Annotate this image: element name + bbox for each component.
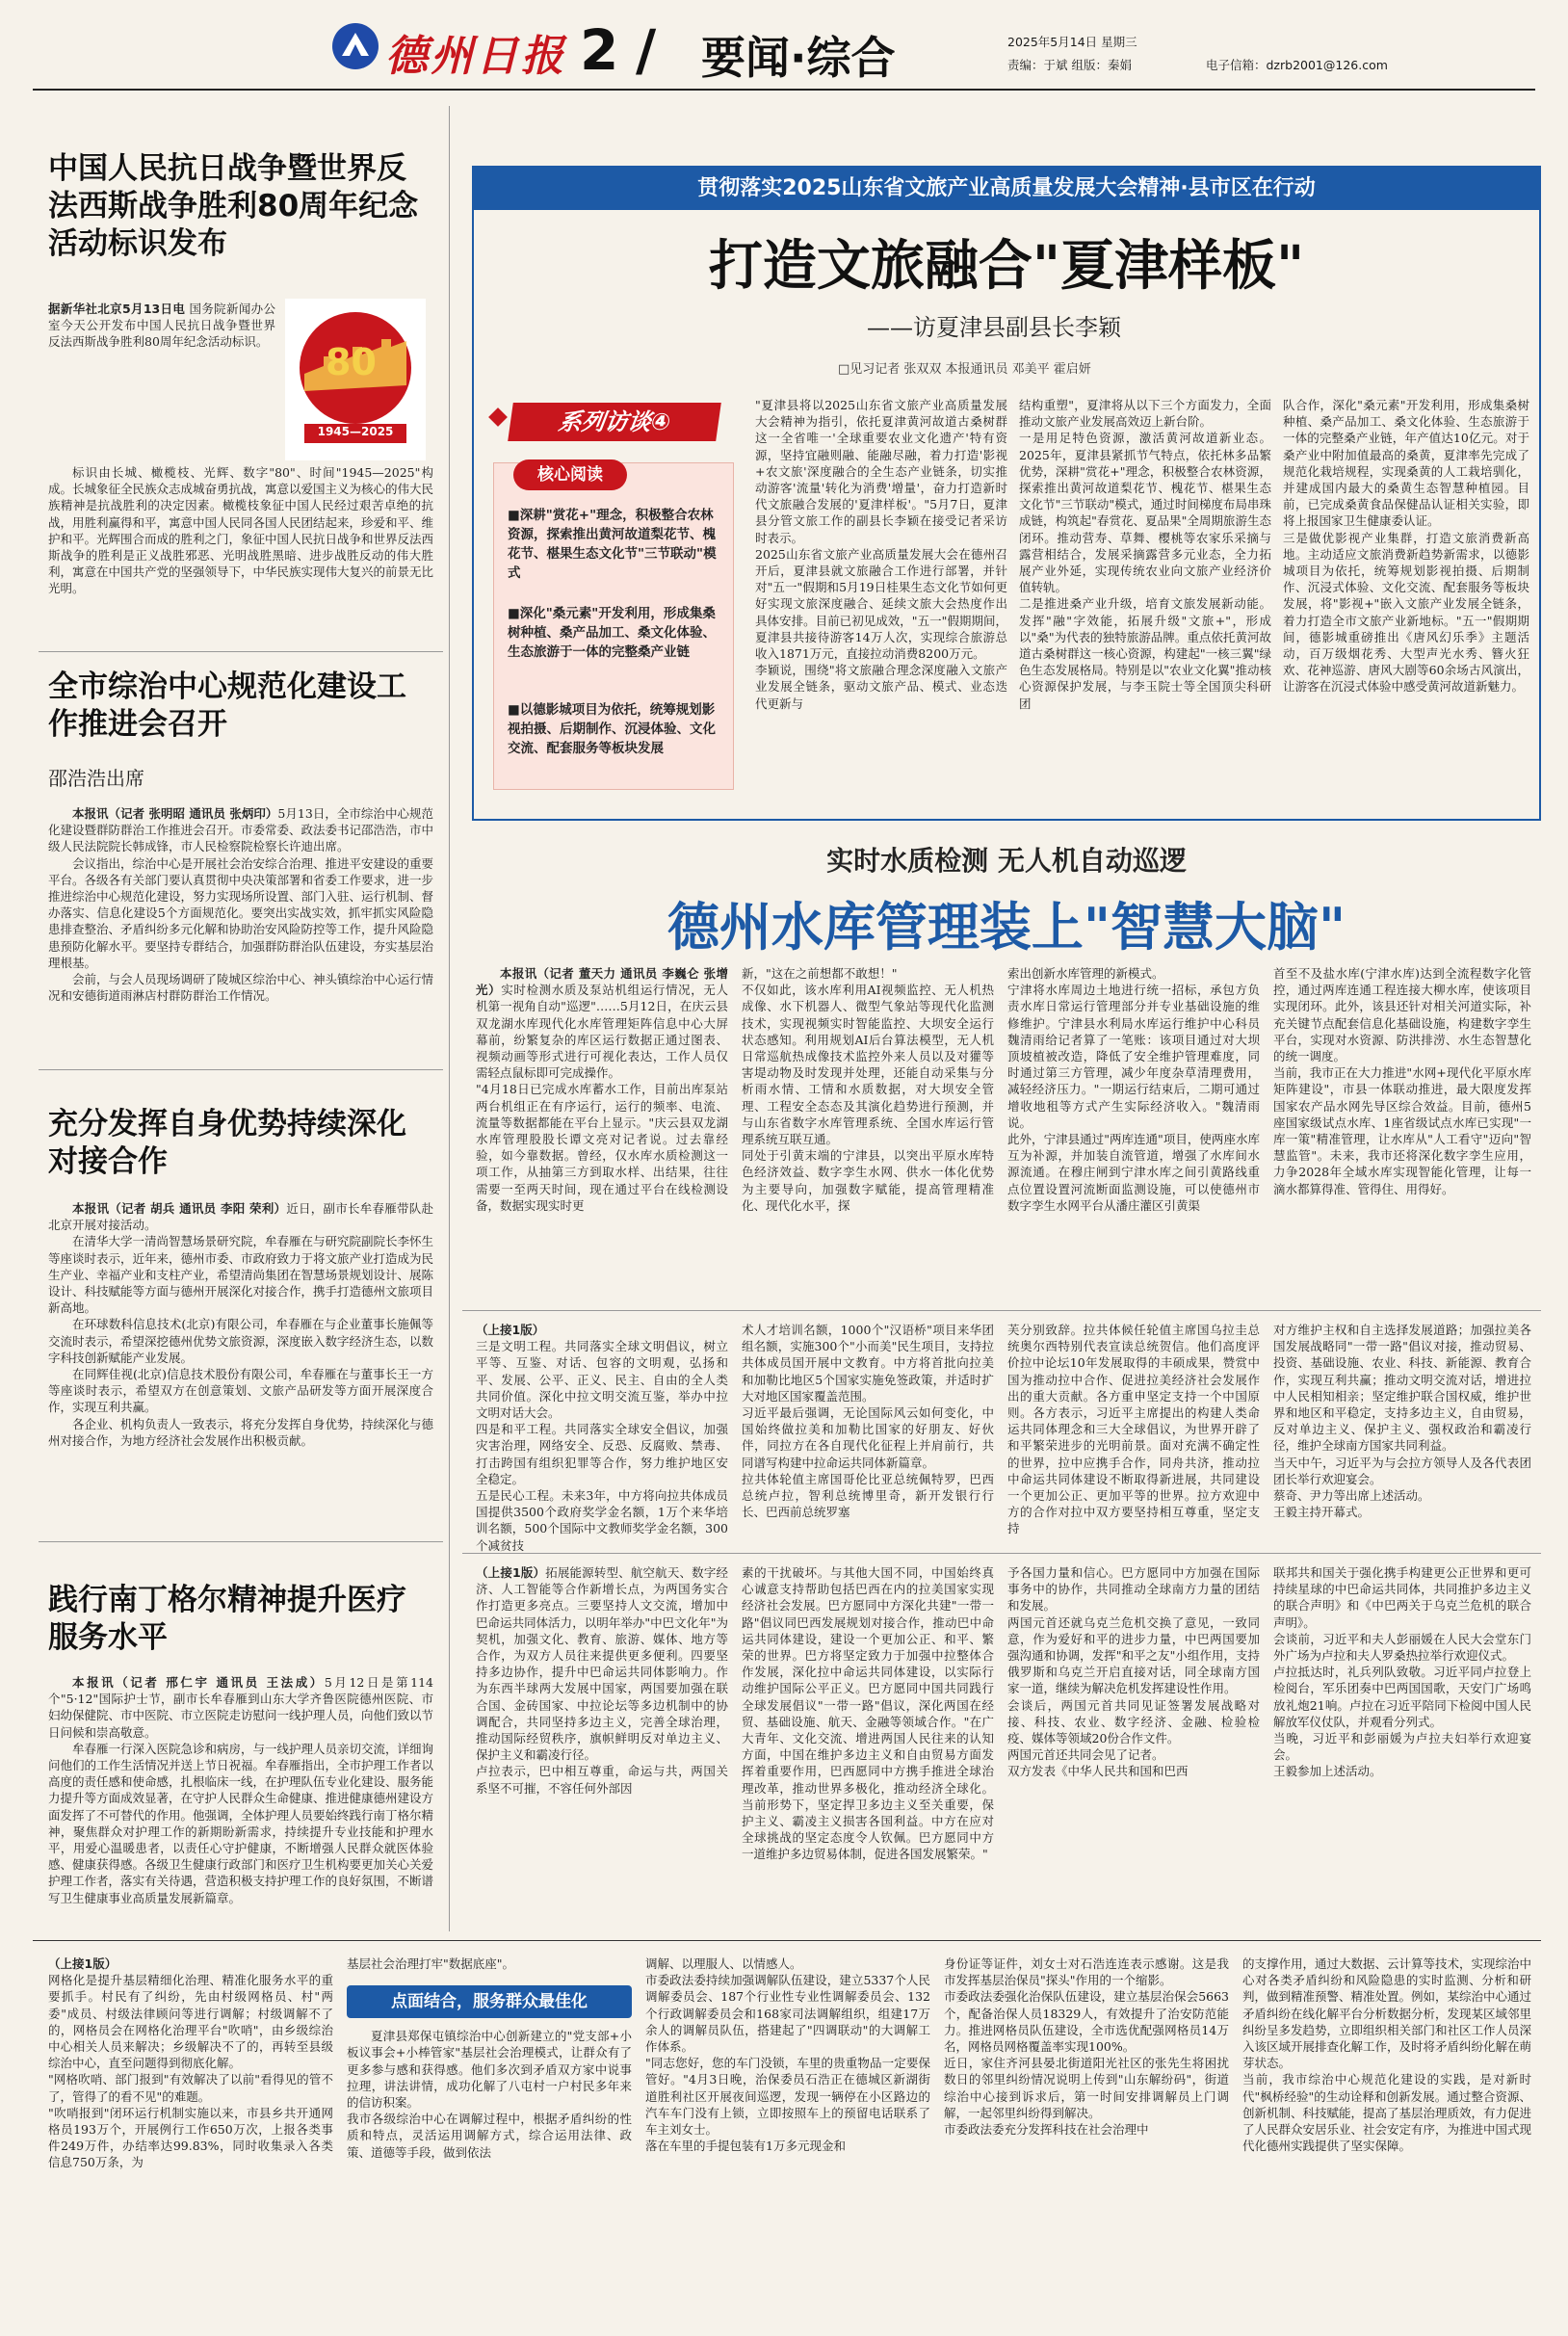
subsection-bar: 点面结合，服务群众最佳化: [347, 1985, 632, 2018]
key-reading-title: 核心阅读: [513, 459, 627, 490]
water-column-2: 新，"这在之前想都不敢想！" 不仅如此，该水库利用AI视频监控、无人机热成像、水下机器人、微型气象站等现代化监测技术，实现视频实时智能监控、大坝安全运行状态感知。利用规划AI后台算法模型，无人机日常巡航热成像技术监控外来人员以及对獾等害堤动物及时发现并处理，还能自动采集与分析雨水情、工情和水质数据，对大坝安全管理、工程安全态态及其演化趋势进行预测，并与山东省数字水库管理系统、全国水库运行管理系统互联互通。 同处于引黄末端的宁津县，以突出平原水库特色经济效益、数字孪生水网、供水一体化优势为主要导向，加强数字赋能，提高管理精准化、现代化水平，探: [742, 966, 994, 1213]
paragraph: 三是文明工程。共同落实全球文明倡议，树立平等、互鉴、对话、包容的文明观，弘扬和平、发展、公平、正义、民主、自由的全人类共同价值。深化中拉文明交流互鉴，举办中拉文明对话大会。 四是和平工程。共同落实全球安全倡议，加强灾害治理，网络安全、反恐、反腐败、禁毒、打击跨国有组织犯罪等合作，努力维护地区安全稳定。 五是民心工程。未来3年，中方将向拉共体成员国提供3500个政府奖学金名额，1万个来华培训名额，500个国际中文教师奖学金名额，300个减贫技: [476, 1339, 728, 1553]
headline-cooperation: 充分发挥自身优势持续深化对接合作: [48, 1107, 406, 1179]
paragraph: 在同辉佳视(北京)信息技术股份有限公司，牟春雁在与董事长王一方等座谈时表示，希望双方在创意策划、文旅产品研发等方面开展深度合作，实现互利共赢。: [48, 1367, 433, 1415]
byline: 本报讯（记者 张明昭 通讯员 张炳印）: [72, 806, 278, 821]
paragraph: 5月12日是第114个"5·12"国际护士节，副市长牟春雁到山东大学齐鲁医院德州医院、市妇幼保健院、市中医院、市立医院走访慰问一线护理人员，向他们致以节日问候和崇高敬意。: [48, 1675, 434, 1740]
continuation-3-column-4: 身份证等证件，刘女士对石浩连连表示感谢。这是我市发挥基层治保员"探头"作用的一个缩影。 市委政法委强化治保队伍建设，建立基层治保会5663个，配备治保人员18329人，有效提升了治安防范能力。推进网格员队伍建设，全市选优配强网格员14万名，网格员网格覆盖率实现100%。 近日，家住齐河县晏北街道阳光社区的张先生将困扰数日的邻里纠纷情况说明上传到"山东解纷码"，街道综治中心接到诉求后，第一时间安排调解员上门调解，一起邻里纠纷得到解决。 市委政法委充分发挥科技在社会治理中: [944, 1956, 1229, 2138]
water-column-4: 首至不及盐水库(宁津水库)达到全流程数字化管控，通过两库连通工程连接大柳水库，使该项目实现闭环。此外，该县还针对相关河道实际，补充关键节点配套信息化基础设施，构建数字孪生平台，实现对水资源、防洪排涝、水生态智慧化的统一调度。 当前，我市正在大力推进"水网+现代化平原水库矩阵建设"，市县一体联动推进，最大限度发挥国家农产品水网先导区综合效益。目前，德州5座国家级试点水库、1座省级试点水库已实现"一库一策"精准管理，让水库从"人工看守"迈向"智慧监管"。未来，我市还将深化数字孪生应用，力争2028年全域水库实现智能化管理，让每一滴水都算得准、管得住、用得好。: [1273, 966, 1531, 1196]
continuation-3-column-3: 调解、以理服人、以情感人。 市委政法委持续加强调解队伍建设，建立5337个人民调解委员会、187个行业性专业性调解委员会、132个行政调解委员会和168家司法调解组织，组建17万余人的调解员队伍，搭建起了"四调联动"的大调解工作体系。 "同志您好，您的车门没锁，车里的贵重物品一定要保管好。"4月3日晚，治保委员石浩正在德城区新湖街道胜利社区开展夜间巡逻，发现一辆停在小区路边的汽车车门没有上锁，立即按照车上的预留电话联系了车主刘女士。 落在车里的手提包装有1万多元现金和: [645, 1956, 930, 2154]
paragraph: 夏津县郑保屯镇综治中心创新建立的"党支部+小板议事会+小棒管家"基层社会治理模式，让群众有了更多参与感和获得感。他们多次到矛盾双方家中说事拉理，讲法讲情，成功化解了八屯村一户村民多年来的信访积案。 我市各级综治中心在调解过程中，根据矛盾纠纷的性质和特点，灵活运用调解方式，综合运用法律、政策、道德等手段，做到依法: [347, 2029, 632, 2160]
logo-years: 1945—2025: [317, 425, 394, 438]
section-title: 要闻·综合: [701, 32, 896, 84]
dateline: 据新华社北京5月13日电: [48, 302, 186, 316]
series-label: [491, 397, 742, 447]
paragraph: 国务院新闻办公室今天公开发布中国人民抗日战争暨世界反法西斯战争胜利80周年纪念活动标识。: [48, 302, 275, 350]
feature-column-2: 结构重塑"，夏津将从以下三个方面发力，全面推动文旅产业发展高效迈上新台阶。 一是用足特色资源，激活黄河故道新业态。2025年，夏津县紧抓节气特点，依托林多品繁优势，深耕"赏花+"理念，积极整合农林资源，探索推出黄河故道梨花节、槐花节、椹果生态文化节"三节联动"模式，通过时间梯度布局串珠成链，构筑起"春赏花、夏品果"全周期旅游生态闭环。推动营寿、草舞、樱桃等农家乐采摘与露营相结合，发展采摘露营多元业态，全力拓展产业外延，实现传统农业向文旅产业经济价值转轨。 二是推进桑产业升级，培育文旅发展新动能。发挥"融"字效能，拓展升级"文旅+"，形成以"桑"为代表的独特旅游品牌。重点依托黄河故道古桑树群这一核心资源，构建起"一核三翼"绿色生态发展格局。特别是以"农业文化翼"推动核心资源保护发展，与李玉院士等全国顶尖科研团: [1019, 398, 1271, 711]
feature-column-1: "夏津县将以2025山东省文旅产业高质量发展大会精神为指引，依托夏津黄河故道古桑树群这一全省唯一'全球重要农业文化遗产'特有资源，坚持宜融则融、能融尽融，着力打造'影视+农文旅'深度融合的全生态产业链条，切实推动游客'流量'转化为消费'增量'，奋力打造新时代文旅融合发展的'夏津样板'。"5月7日，夏津县分管文旅工作的副县长李颖在接受记者采访时表示。 2025山东省文旅产业高质量发展大会在德州召开后，夏津县就文旅融合工作进行部署，并针对"五一"假期和5月19日桂果生态文化节如何更好实现文旅深度融合、延续文旅大会热度作出具体安排。目前已初见成效，"五一"假期期间，夏津县共接待游客14万人次，实现综合旅游总收入1871万元，直接拉动消费8200万元。 李颖说，围绕"将文旅融合理念深度融入文旅产业发展全链条，驱动文旅产品、模式、业态迭代更新与: [755, 398, 1007, 711]
governance-body: [48, 805, 433, 1058]
continuation-2-column-4: 联邦共和国关于强化携手构建更公正世界和更可持续星球的中巴命运共同体，共同推护多边主义的联合声明》和《中巴两关于乌克兰危机的联合声明》。 会谈前，习近平和夫人彭丽媛在人民大会堂东门外广场为卢拉和夫人罗桑热拉举行欢迎仪式。 卢拉抵达时，礼兵列队致敬。习近平同卢拉登上检阅台，军乐团奏中巴两国国歌，天安门广场鸣放礼炮21响。卢拉在习近平陪同下检阅中国人民解放军仪仗队，并观看分列式。 当晚，习近平和彭丽媛为卢拉夫妇举行欢迎宴会。 王毅参加上述活动。: [1273, 1565, 1531, 1779]
series-tag: 系列访谈④: [508, 403, 721, 441]
editors-line: 责编：于斌 组版：秦娟: [1007, 58, 1132, 72]
paragraph: 近日，副市长牟春雁带队赴北京开展对接活动。: [48, 1201, 433, 1233]
water-column-3: 索出创新水库管理的新模式。 宁津将水库周边土地进行统一招标，承包方负责水库日常运行管理部分并专业基础设施的维修维护。宁津县水利局水库运行维护中心科员魏清雨给记者算了一笔账：该项目通过对大坝顶坡植被改造，降低了安全维护管理难度，同时通过第三方管理，减少年度杂草清理费用，减轻经济压力。"一期运行结束后，二期可通过增收地租等方式产生实际经济收入。"魏清雨说。 此外，宁津县通过"两库连通"项目，使两座水库互为补源，并加装自流管道，增强了水库间水源流通。在穆庄闸到宁津水库之间引黄路线重点位置设置河流断面监测设施，可以使德州市数字孪生水网平台从潘庄灌区引黄渠: [1007, 966, 1260, 1213]
key-point-1: ■深耕"赏花+"理念，积极整合农林资源，探索推出黄河故道梨花节、槐花节、椹果生态文化节"三节联动"模式: [508, 508, 717, 581]
paragraph: 牟春雁一行深入医院急诊和病房，与一线护理人员亲切交流，详细询问他们的工作生活情况并送上节日祝福。牟春雁指出，全市护理工作者以高度的责任感和使命感，扎根临床一线，在护理队伍专业化建设、服务能力提升等方面成效显著，在守护人民群众生命健康、推进健康德州建设方面发挥了不可替代的作用。他强调，全体护理人员要始终践行南丁格尔精神，聚焦群众对护理工作的新期盼新需求，持续提升专业技能和护理水平，用爱心温暖患者，以责任心守护健康，不断增强人民群众就医体验感、健康获得感。各级卫生健康行政部门和医疗卫生机构要更加关心关爱护理工作者，落实有关待遇，营造积极支持护理工作的良好氛围，不断谱写卫生健康事业高质量发展新篇章。: [48, 1741, 434, 1905]
headline-governance: 全市综治中心规范化建设工作推进会召开: [48, 669, 406, 742]
water-title: 德州水库管理装上"智慧大脑": [666, 897, 1346, 958]
continuation-1-column-2: 术人才培训名额，1000个"汉语桥"项目来华团组名额，实施300个"小而美"民生项目，支持拉共体成员国开展中文教育。中方将首批向拉美和加勒比地区5个国家实施免签政策，并适时扩大对地区国家覆盖范围。 习近平最后强调，无论国际风云如何变化，中国始终做拉美和加勒比国家的好朋友、好伙伴，同拉方在各自现代化征程上并肩前行，共同谱写构建中拉命运共同体新篇章。 拉共体轮值主席国哥伦比亚总统佩特罗，巴西总统卢拉，智利总统博里奇，新开发银行行长、巴西前总统罗塞: [742, 1323, 994, 1520]
masthead: [0, 0, 1568, 91]
continuation-1-column-3: 芙分别致辞。拉共体候任轮值主席国乌拉圭总统奥尔西特别代表宣读总统贺信。他们高度评价拉中论坛10年发展取得的丰硕成果，赞赏中国为推动拉中合作、促进拉美经济社会发展作出的重大贡献。各方重申坚定支持一个中国原则。各方表示，习近平主席提出的构建人类命运共同体理念和三大全球倡议，为世界开辟了和平繁荣进步的光明前景。面对充满不确定性的世界，拉中应携手合作，同舟共济，推动拉中命运共同体建设不断取得新进展，共同建设一个更加公正、更加平等的世界。拉方欢迎中方的合作对拉中双方要坚持相互尊重，坚定支持: [1007, 1323, 1260, 1536]
continuation-3-column-1: [48, 1955, 333, 2302]
key-point-3: ■以德影城项目为依托，统筹规划影视拍摄、后期制作、沉浸体验、文化交流、配套服务等板块发展: [508, 702, 716, 756]
diamond-icon: [488, 407, 508, 427]
paragraph: 5月13日，全市综治中心规范化建设暨群防群治工作推进会召开。市委常委、政法委书记邵浩浩，市中级人民法院院长韩成锋，市人民检察院检察长许迪出席。: [48, 806, 434, 854]
divider: [39, 651, 443, 652]
issue-date: 2025年5月14日 星期三: [1007, 35, 1137, 49]
continuation-1-column-1: [476, 1322, 728, 1553]
continuation-3-column-5: 的支撑作用，通过大数据、云计算等技术，实现综治中心对各类矛盾纠纷和风险隐患的实时监测、分析和研判，做到精准预警、精准处置。例如，某综治中心通过矛盾纠纷在线化解平台分析数据分析，发现某区域邻里纠纷呈多发趋势，立即组织相关部门和社区工作人员深入该区域开展排查化解工作，及时将矛盾纠纷化解在萌芽状态。 当前，我市综治中心规范化建设的实践，是对新时代"枫桥经验"的生动诠释和创新发展。通过整合资源、创新机制、科技赋能，提高了基层治理质效，有力促进了人民群众安居乐业、社会安定有序，为推进中国式现代化德州实践提供了坚实保障。: [1242, 1956, 1532, 2154]
continuation-label: （上接1版）: [476, 1565, 546, 1580]
page-number: 2: [580, 17, 619, 83]
feature-banner: 贯彻落实2025山东省文旅产业高质量发展大会精神·县市区在行动: [474, 168, 1539, 210]
paragraph: 在清华大学一清尚智慧场景研究院，牟春雁在与研究院副院长李怀生等座谈时表示，近年来，德州市委、市政府致力于将文旅产业打造成为民生产业、幸福产业和支柱产业，希望清尚集团在智慧场景规划设计、展陈设计、科技赋能等方面与德州开展深化对接合作，携手打造德州文旅项目新高地。: [48, 1234, 434, 1316]
logo-number: 80: [326, 341, 377, 383]
headline-nursing: 践行南丁格尔精神提升医疗服务水平: [48, 1583, 406, 1655]
cooperation-body: [48, 1200, 433, 1534]
masthead-rule: [33, 89, 1535, 91]
anniversary-logo: [285, 299, 426, 460]
byline: 本报讯（记者 董天力 通讯员 李巍仑 张增光）: [476, 966, 728, 998]
continuation-2-column-2: 素的干扰破坏。与其他大国不同，中国始终真心诚意支持帮助包括巴西在内的拉美国家实现经济社会发展。巴方愿同中方深化共建"一带一路"倡议同巴西发展规划对接合作，推动巴中命运共同体建设，建设一个更加公正、和平、繁荣的世界。巴方将坚定致力于加强中拉整体合作发展，深化拉中命运共同体建设，以实际行动维护国际公平正义。巴方愿同中国共同践行全球发展倡议"一带一路"倡议，深化两国在经贸、基础设施、航天、金融等领域合作。"在广大青年、文化交流、增进两国人民往来的认知方面，中国在维护多边主义和自由贸易方面发挥着重要作用，巴西愿同中方携手推进全球治理改革，推动世界多极化，推动经济全球化。当前形势下，坚定捍卫多边主义至关重要，保护主义、霸凌主义损害各国利益。中方在应对全球挑战的坚定态度令人钦佩。巴方愿同中方一道维护多边贸易体制，促进各国发展繁荣。": [742, 1565, 994, 1862]
divider: [33, 1940, 1541, 1941]
paragraph: 在环球数科信息技术(北京)有限公司，牟春雁在与企业董事长施佩等交流时表示，希望深挖德州优势文旅资源，深度嵌入数字经济生态，以数字科技创新赋能产业发展。: [48, 1317, 434, 1365]
paragraph: 会议指出，综治中心是开展社会治安综合治理、推进平安建设的重要平台。各级各有关部门要认真贯彻中央决策部署和省委工作要求，进一步推进综治中心规范化建设，努力实现场所设置、部门入驻、运行机制、督办落实、信息化建设5个方面规范化。要突出实战实效，抓牢抓实风险隐患排查整治、矛盾纠纷多元化解和协助治安风险防控等工作，提升风险隐患预防化解水平。要坚持专群结合，加强群防群治队伍建设，夯实基层治理根基。: [48, 855, 434, 970]
anniversary-body-top: [48, 301, 275, 462]
byline: 本报讯（记者 邢仁宇 通讯员 王法成）: [72, 1675, 325, 1690]
byline: 本报讯（记者 胡兵 通讯员 李阳 荣利）: [72, 1201, 287, 1216]
continuation-label: （上接1版）: [476, 1323, 545, 1337]
key-reading-box: [493, 462, 734, 790]
divider: [462, 1553, 1541, 1554]
feature-column-3: 队合作，深化"桑元素"开发利用，形成集桑树种植、桑产品加工、桑文化体验、生态旅游于一体的完整桑产业链，年产值达10亿元。对于桑产业中附加值最高的桑黄，夏津率先完成了规范化栽培规程，实现桑黄的人工栽培驯化，并建成国内最大的桑黄生态智慧种植园。目前，已完成桑黄食品保健品认证相关实验，即将上报国家卫生健康委认证。 三是做优影视产业集群，打造文旅消费新高地。主动适应文旅消费新趋势新需求，以德影城项目为依托，统筹规划影视拍摄、后期制作、沉浸式体验、文化交流、配套服务等板块发展，将"影视+"嵌入文旅产业发展全链条，着力打造全市文旅产业新地标。"五一"假期期间，德影城重磅推出《唐风幻乐季》主题活动，百万级烟花秀、大型声光水秀、簪火狂欢、花神巡游、唐风大剧等60余场古风演出，让游客在沉浸式体验中感受黄河故道新魅力。: [1283, 398, 1529, 695]
left-column-divider: [449, 106, 450, 1931]
feature-subtitle: ——访夏津县副县长李颖: [867, 314, 1121, 341]
paragraph: 会前，与会人员现场调研了陵城区综治中心、神头镇综治中心运行情况和安德街道雨淋店村群防群治工作情况。: [48, 972, 434, 1004]
paragraph: 各企业、机构负责人一致表示，将充分发挥自身优势，持续深化与德州对接合作，为地方经济社会发展作出积极贡献。: [48, 1416, 434, 1448]
water-kicker: 实时水质检测 无人机自动巡逻: [826, 845, 1187, 877]
continuation-label: （上接1版）: [48, 1956, 118, 1971]
continuation-1-column-4: 对方维护主权和自主选择发展道路；加强拉美各国发展战略同"一带一路"倡议对接，推动贸易、投资、基础设施、农业、科技、新能源、教育合作，实现互利共赢；推动文明交流对话，增进拉中人民相知相亲；坚定维护联合国权威，维护世界和地区和平稳定，支持多边主义，自由贸易，反对单边主义、保护主义、强权政治和霸凌行径，维护全球南方国家共同利益。 当天中午，习近平为与会拉方领导人及各代表团团长举行欢迎宴会。 蔡奇、尹力等出席上述活动。 王毅主持开幕式。: [1273, 1323, 1531, 1520]
paragraph: 基层社会治理打牢"数据底座"。: [347, 1956, 514, 1971]
nursing-body: [48, 1674, 433, 1930]
feature-byline: □见习记者 张双双 本报通讯员 邓美平 霍启妍: [838, 362, 1091, 377]
newspaper-brand: 德州日报: [385, 32, 566, 81]
key-point-2: ■深化"桑元素"开发利用，形成集桑树种植、桑产品加工、桑文化体验、生态旅游于一体的完整桑产业链: [508, 606, 716, 660]
anniversary-body-bottom: 标识由长城、橄榄枝、光辉、数字"80"、时间"1945—2025"构成。长城象征全民族众志成城奋勇抗战，寓意以爱国主义为核心的伟大民族精神是抗战胜利的决定因素。橄榄枝象征中国人民经过艰苦卓绝的抗战，用胜利赢得和平，寓意中国人民同各国人民团结起来，珍爱和平、维护和平。光辉围合而成的胜利之门，象征中国人民抗日战争和世界反法西斯战争的胜利是正义战胜邪恶、光明战胜黑暗、进步战胜反动的伟大胜利，寓意在中国共产党的坚强领导下，中华民族实现伟大复兴的前景无比光明。: [48, 465, 434, 596]
feature-title: 打造文旅融合"夏津样板": [708, 235, 1305, 298]
paragraph: 实时检测水质及泵站机组运行情况，无人机第一视角自动"巡逻"……5月12日，在庆云县双龙湖水库现代化水库管理矩阵信息中心大屏幕前，纷繁复杂的库区运行数据正通过图表、视频动画等形式进行可视化表达，工作人员仅需轻点鼠标即可完成操作。 "4月18日已完成水库蓄水工作，目前出库泵站两台机组正在有序运行，运行的频率、电流、流量等数据都能在平台上显示。"庆云县双龙湖水库管理股股长谭文亮对记者说。过去靠经验，如今靠数据。曾经，仅水库水质检测这一项工作，从抽第三方到取水样、出结果，往往需要一至两天时间，现在通过平台在线检测设备，数据实现实时更: [476, 983, 728, 1213]
water-column-1: [476, 965, 728, 1297]
divider: [39, 1541, 443, 1542]
page-slash: /: [636, 17, 657, 83]
subtitle-governance: 邵浩浩出席: [48, 767, 144, 790]
contact-email: 电子信箱：dzrb2001@126.com: [1206, 58, 1388, 72]
divider: [39, 1069, 443, 1070]
paragraph: 网格化是提升基层精细化治理、精准化服务水平的重要抓手。村民有了纠纷，先由村级网格员、村"两委"成员、村级法律顾问等进行调解；村级调解不了的，网格员会在网格化治理平台"吹哨"，由乡级综治中心相关人员来解决；乡级解决不了的，再转至县级综治中心，直至问题得到彻底化解。 "网格吹哨、部门报到"有效解决了以前"看得见的管不了，管得了的看不见"的难题。 "吹哨报到"闭环运行机制实施以来，市县乡共开通网格员193万个，开展例行工作650万次，上报各类事件249万件，办结率达99.83%，同时收集录入各类信息750万条，为: [48, 1973, 333, 2170]
divider: [462, 1310, 1541, 1311]
continuation-2-column-1: [476, 1564, 728, 1929]
continuation-3-column-2: [347, 1955, 632, 2302]
newspaper-logo-icon: [332, 23, 379, 69]
continuation-2-column-3: 予各国力量和信心。巴方愿同中方加强在国际事务中的协作，共同推动全球南方力量的团结和发展。 两国元首还就乌克兰危机交换了意见，一致同意，作为爱好和平的进步力量，中巴两国要加强沟通和协调，发挥"和平之友"小组作用，支持俄罗斯和乌克兰开启直接对话，同全球南方国家一道，继续为解决危机发挥建设性作用。 会谈后，两国元首共同见证签署发展战略对接、科技、农业、数字经济、金融、检验检疫、媒体等领域20份合作文件。 两国元首还共同会见了记者。 双方发表《中华人民共和国和巴西: [1007, 1565, 1260, 1779]
paragraph: 拓展能源转型、航空航天、数字经济、人工智能等合作新增长点，为两国务实合作打造更多亮点。三要坚持人文交流，增加中巴命运共同体活力，以明年举办"中巴文化年"为契机，加强文化、教育、旅游、媒体、地方等合作，为双方人员往来提供更多便利。四要坚持多边协作，提升中巴命运共同体影响力。作为东西半球两大发展中国家，两国要加强在联合国、金砖国家、中拉论坛等多边机制中的协调配合，共同坚持多边主义，完善全球治理，推动国际经贸秩序，旗帜鲜明反对单边主义、保护主义和霸凌行径。 卢拉表示，巴中相互尊重，命运与共，两国关系坚不可摧，不容任何外部因: [476, 1565, 728, 1796]
headline-anniversary: 中国人民抗日战争暨世界反法西斯战争胜利80周年纪念活动标识发布: [48, 151, 419, 261]
